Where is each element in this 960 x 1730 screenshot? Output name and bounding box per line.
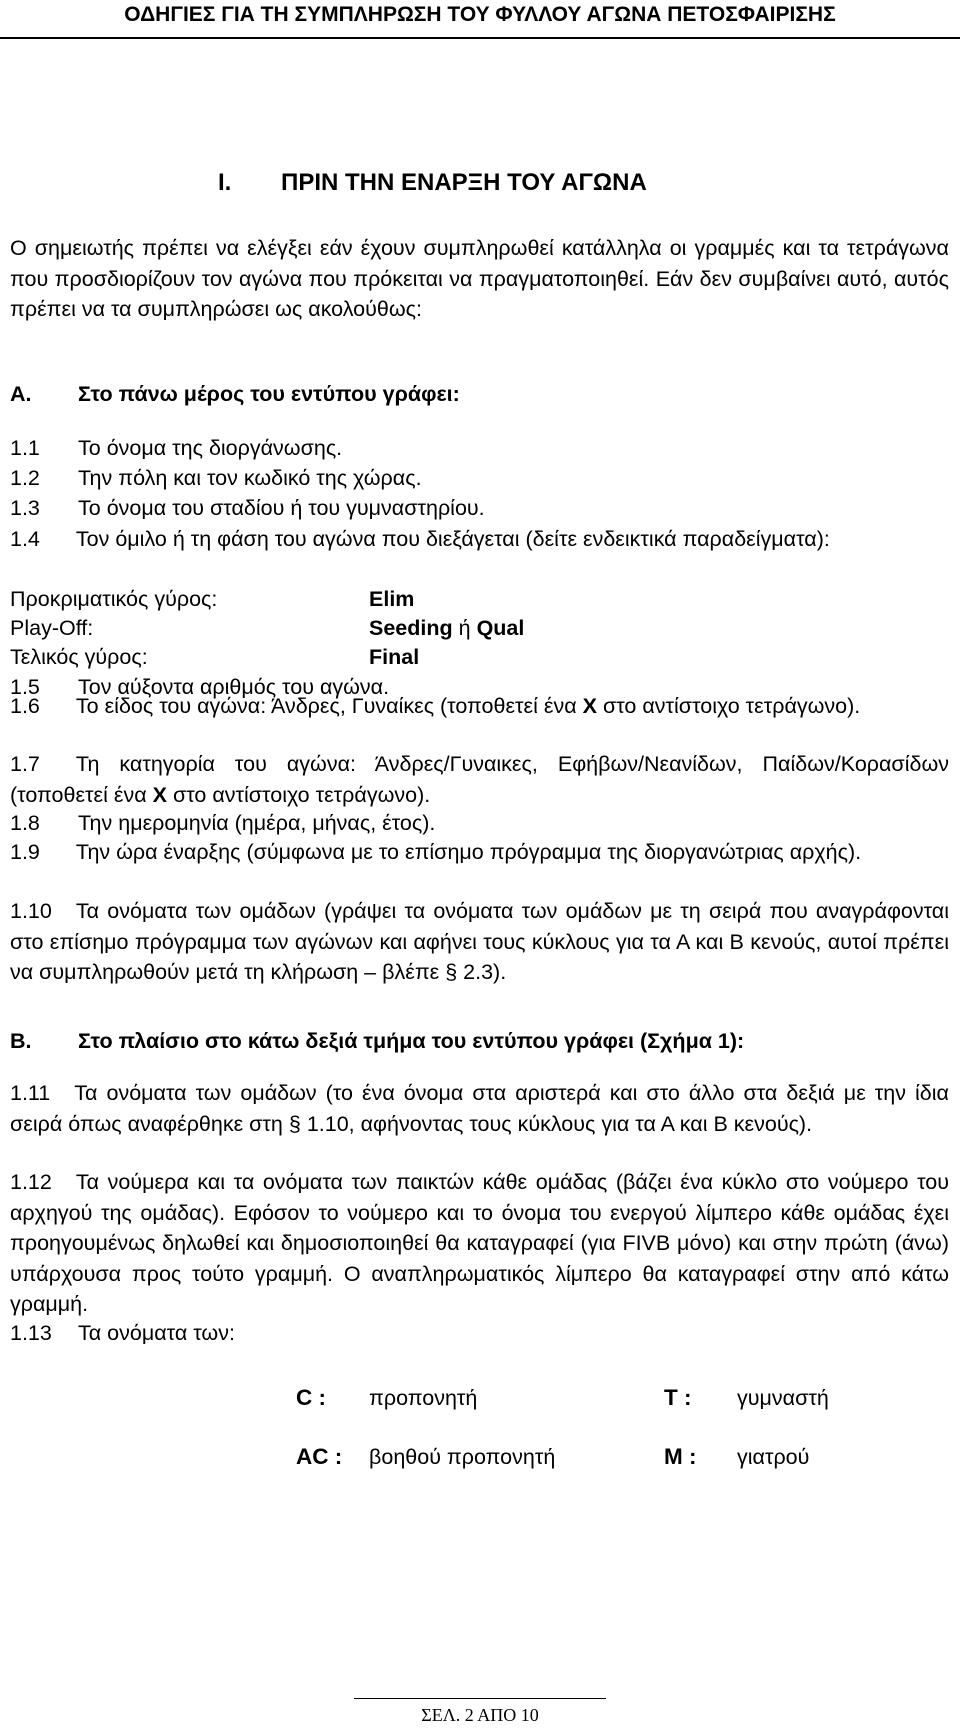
- section-b-text: Στο πλαίσιο στο κάτω δεξιά τμήμα του εντύπου γράφει (Σχήμα 1):: [78, 1029, 745, 1053]
- page-footer: ΣΕΛ. 2 ΑΠΟ 10: [421, 1705, 539, 1725]
- item-number: 1.3: [10, 496, 40, 520]
- intro-paragraph: Ο σημειωτής πρέπει να ελέγξει εάν έχουν συμπληρωθεί κατάλληλα οι γραμμές και τα τετράγωνα που προσδιορίζουν τον αγώνα που πρόκειται να πραγματοποιηθεί. Εάν δεν συμβαίνει αυτό, αυτός πρέπει να τα συμπληρώσει ως ακολούθως:: [10, 236, 949, 322]
- item-text: Τον αύξοντα αριθμός του αγώνα.: [78, 675, 390, 699]
- item-text: Το όνομα της διοργάνωσης.: [78, 436, 343, 460]
- official-code: M :: [664, 1444, 697, 1469]
- list-item-1-13: 1.13 Τα ονόματα των:: [10, 1321, 235, 1345]
- list-item-1-6: 1.6 Το είδος του αγώνα: Άνδρες, Γυναίκες (τοποθετεί ένα Χ στο αντίστοιχο τετράγωνο).: [10, 694, 861, 718]
- items-1-1-to-1-3: [10, 433, 949, 523]
- item-text: Το όνομα του σταδίου ή του γυμναστηρίου.: [78, 496, 485, 520]
- header-rule: [0, 37, 960, 39]
- official-name: προπονητή: [369, 1386, 478, 1410]
- footer-rule: [354, 1698, 606, 1699]
- section-sign-icon: §: [288, 1111, 301, 1136]
- section-b-letter: Β.: [10, 1029, 32, 1053]
- phase-code: Seeding ή Qual: [369, 616, 525, 640]
- list-item: [10, 463, 949, 493]
- section-sign-icon: §: [445, 960, 458, 985]
- section-a-heading: [10, 379, 949, 410]
- list-item-1-12: 1.12 Τα νούμερα και τα ονόματα των παικτών κάθε ομάδας (βάζει ένα κύκλο στο νούμερο του αρχηγού της ομάδας). Εφόσον το νούμερο και το όνομα του ενεργού λίμπερο κάθε ομάδας έχει προηγουμένως δηλωθεί και δημοσιοποιηθεί θα καταγραφεί (για FIVB μόνο) και στην πρώτη (άνω) υπάρχουσα προς τούτο γραμμή. Ο αναπληρωματικός λίμπερο θα καταγραφεί στην από κάτω γραμμή.: [10, 1170, 949, 1317]
- phase-label: Play-Off:: [10, 616, 94, 640]
- list-item-1-8: 1.8 Την ημερομηνία (ημέρα, μήνας, έτος).: [10, 811, 436, 835]
- list-item-1-7: 1.7 Τη κατηγορία του αγώνα: Άνδρες/Γυναικες, Εφήβων/Νεανίδων, Παίδων/Κορασίδων (τοποθετεί ένα Χ στο αντίστοιχο τετράγωνο).: [10, 752, 949, 807]
- phase-label: Προκριματικός γύρος:: [10, 587, 218, 611]
- section-number: I.: [218, 169, 232, 196]
- item-text: Την πόλη και τον κωδικό της χώρας.: [78, 466, 422, 490]
- phase-code: Elim: [369, 587, 415, 611]
- page-header: ΟΔΗΓΙΕΣ ΓΙΑ ΤΗ ΣΥΜΠΛΗΡΩΣΗ ΤΟΥ ΦΥΛΛΟΥ ΑΓΩΝΑ ΠΕΤΟΣΦΑΙΡΙΣΗΣ: [124, 3, 836, 26]
- item-number: 1.5: [10, 675, 40, 699]
- list-item-1-9: 1.9 Την ώρα έναρξης (σύμφωνα με το επίσημο πρόγραμμα της διοργανώτριας αρχής).: [10, 840, 862, 864]
- item-text: Τον όμιλο ή τη φάση του αγώνα που διεξάγεται (δείτε ενδεικτικά παραδείγματα):: [75, 527, 830, 551]
- official-code: T :: [664, 1385, 692, 1410]
- list-item: [10, 433, 949, 463]
- section-b-heading: [10, 1026, 949, 1057]
- item-number: 1.2: [10, 466, 40, 490]
- official-code: C :: [296, 1385, 326, 1410]
- official-name: βοηθού προπονητή: [369, 1445, 556, 1469]
- section-title: ΠΡΙΝ ΤΗΝ ΕΝΑΡΞΗ ΤΟΥ ΑΓΩΝΑ: [281, 169, 647, 196]
- official-name: γυμναστή: [737, 1386, 829, 1410]
- item-number: 1.4: [10, 527, 40, 551]
- list-item-1-10: 1.10 Τα ονόματα των ομάδων (γράψει τα ονόματα των ομάδων με τη σειρά που αναγράφονται στο επίσημο πρόγραμμα των αγώνων και αφήνει τους κύκλους για τα Α και Β κενούς, αυτοί πρέπει να συμπληρωθούν μετά τη κλήρωση – βλέπε § 2.3).: [10, 899, 949, 985]
- official-name: γιατρού: [737, 1445, 810, 1469]
- item-number: 1.1: [10, 436, 40, 460]
- phase-code: Final: [369, 645, 420, 669]
- section-a-text: Στο πάνω μέρος του εντύπου γράφει:: [78, 382, 460, 406]
- phase-label: Τελικός γύρος:: [10, 645, 148, 669]
- list-item-1-11: 1.11 Τα ονόματα των ομάδων (το ένα όνομα στα αριστερά και στο άλλο στα δεξιά με την ίδια σειρά όπως αναφέρθηκε στη § 1.10, αφήνοντας τους κύκλους για τα Α και Β κενούς).: [10, 1081, 949, 1136]
- list-item-1-4: [10, 524, 949, 555]
- list-item: [10, 493, 949, 523]
- section-a-letter: Α.: [10, 382, 32, 406]
- official-code: AC :: [296, 1444, 343, 1469]
